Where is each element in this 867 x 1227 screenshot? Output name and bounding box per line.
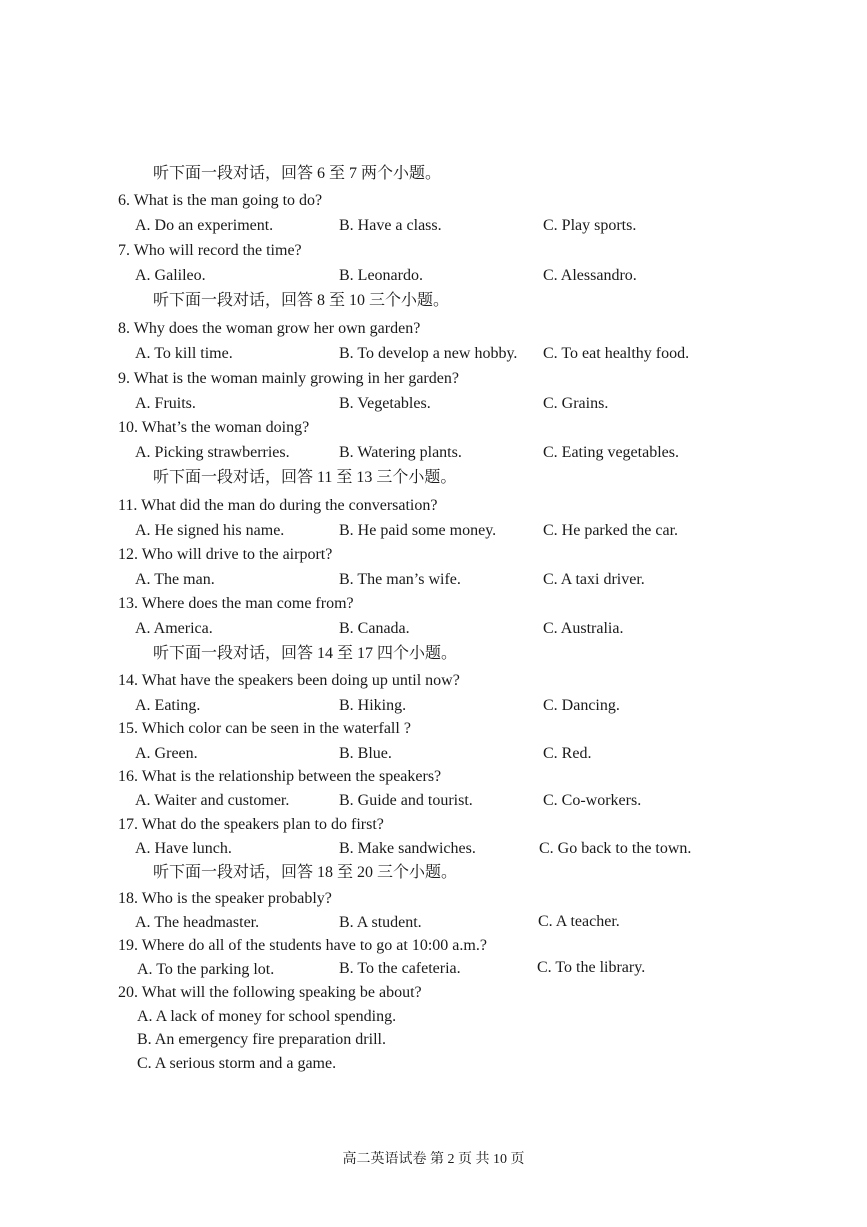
option-11b: B. He paid some money.: [339, 522, 497, 539]
question-18: 18. Who is the speaker probably?: [118, 890, 332, 907]
option-9a: A. Fruits.: [135, 395, 196, 412]
option-20a: A. A lack of money for school spending.: [137, 1008, 397, 1025]
option-18b: B. A student.: [339, 914, 422, 931]
question-15: 15. Which color can be seen in the waterfall ?: [118, 720, 411, 737]
option-11a: A. He signed his name.: [135, 522, 285, 539]
question-6: 6. What is the man going to do?: [118, 192, 323, 209]
option-14a: A. Eating.: [135, 697, 201, 714]
option-10a: A. Picking strawberries.: [135, 444, 290, 461]
question-9: 9. What is the woman mainly growing in her garden?: [118, 370, 459, 387]
option-13b: B. Canada.: [339, 620, 410, 637]
option-13c: C. Australia.: [543, 620, 624, 637]
section-instruction: 听下面一段对话，回答 8 至 10 三个小题。: [153, 292, 450, 309]
page-footer: 高二英语试卷 第 2 页 共 10 页: [342, 1152, 525, 1167]
option-6a: A. Do an experiment.: [135, 217, 274, 234]
section-instruction: 听下面一段对话，回答 14 至 17 四个小题。: [153, 645, 458, 662]
option-11c: C. He parked the car.: [543, 522, 679, 539]
option-8a: A. To kill time.: [135, 345, 233, 362]
option-16c: C. Co-workers.: [543, 792, 642, 809]
option-14c: C. Dancing.: [543, 697, 620, 714]
option-20c: C. A serious storm and a game.: [137, 1055, 337, 1072]
option-19a: A. To the parking lot.: [137, 961, 275, 978]
section-instruction: 听下面一段对话，回答 18 至 20 三个小题。: [153, 864, 458, 881]
option-10c: C. Eating vegetables.: [543, 444, 679, 461]
option-13a: A. America.: [135, 620, 213, 637]
option-14b: B. Hiking.: [339, 697, 407, 714]
question-16: 16. What is the relationship between the speakers?: [118, 768, 442, 785]
option-17c: C. Go back to the town.: [539, 840, 692, 857]
option-18c: C. A teacher.: [538, 913, 620, 930]
option-12c: C. A taxi driver.: [543, 571, 645, 588]
option-7b: B. Leonardo.: [339, 267, 423, 284]
option-18a: A. The headmaster.: [135, 914, 260, 931]
option-6b: B. Have a class.: [339, 217, 442, 234]
option-7a: A. Galileo.: [135, 267, 206, 284]
question-14: 14. What have the speakers been doing up until now?: [118, 672, 460, 689]
question-8: 8. Why does the woman grow her own garden?: [118, 320, 421, 337]
option-12a: A. The man.: [135, 571, 215, 588]
option-16b: B. Guide and tourist.: [339, 792, 473, 809]
option-8c: C. To eat healthy food.: [543, 345, 690, 362]
question-17: 17. What do the speakers plan to do first?: [118, 816, 384, 833]
option-16a: A. Waiter and customer.: [135, 792, 290, 809]
option-17a: A. Have lunch.: [135, 840, 232, 857]
option-15a: A. Green.: [135, 745, 198, 762]
option-19b: B. To the cafeteria.: [339, 960, 461, 977]
option-9b: B. Vegetables.: [339, 395, 431, 412]
section-instruction: 听下面一段对话，回答 11 至 13 三个小题。: [153, 469, 457, 486]
option-20b: B. An emergency fire preparation drill.: [137, 1031, 386, 1048]
question-19: 19. Where do all of the students have to go at 10:00 a.m.?: [118, 937, 487, 954]
option-6c: C. Play sports.: [543, 217, 637, 234]
question-7: 7. Who will record the time?: [118, 242, 302, 259]
option-7c: C. Alessandro.: [543, 267, 637, 284]
question-20: 20. What will the following speaking be about?: [118, 984, 422, 1001]
option-15c: C. Red.: [543, 745, 592, 762]
option-12b: B. The man’s wife.: [339, 571, 461, 588]
option-10b: B. Watering plants.: [339, 444, 462, 461]
question-11: 11. What did the man do during the conversation?: [118, 497, 438, 514]
option-8b: B. To develop a new hobby.: [339, 345, 518, 362]
question-12: 12. Who will drive to the airport?: [118, 546, 333, 563]
option-9c: C. Grains.: [543, 395, 609, 412]
question-13: 13. Where does the man come from?: [118, 595, 354, 612]
question-10: 10. What’s the woman doing?: [118, 419, 310, 436]
option-15b: B. Blue.: [339, 745, 392, 762]
option-19c: C. To the library.: [537, 959, 646, 976]
option-17b: B. Make sandwiches.: [339, 840, 476, 857]
section-instruction: 听下面一段对话，回答 6 至 7 两个小题。: [153, 165, 442, 182]
